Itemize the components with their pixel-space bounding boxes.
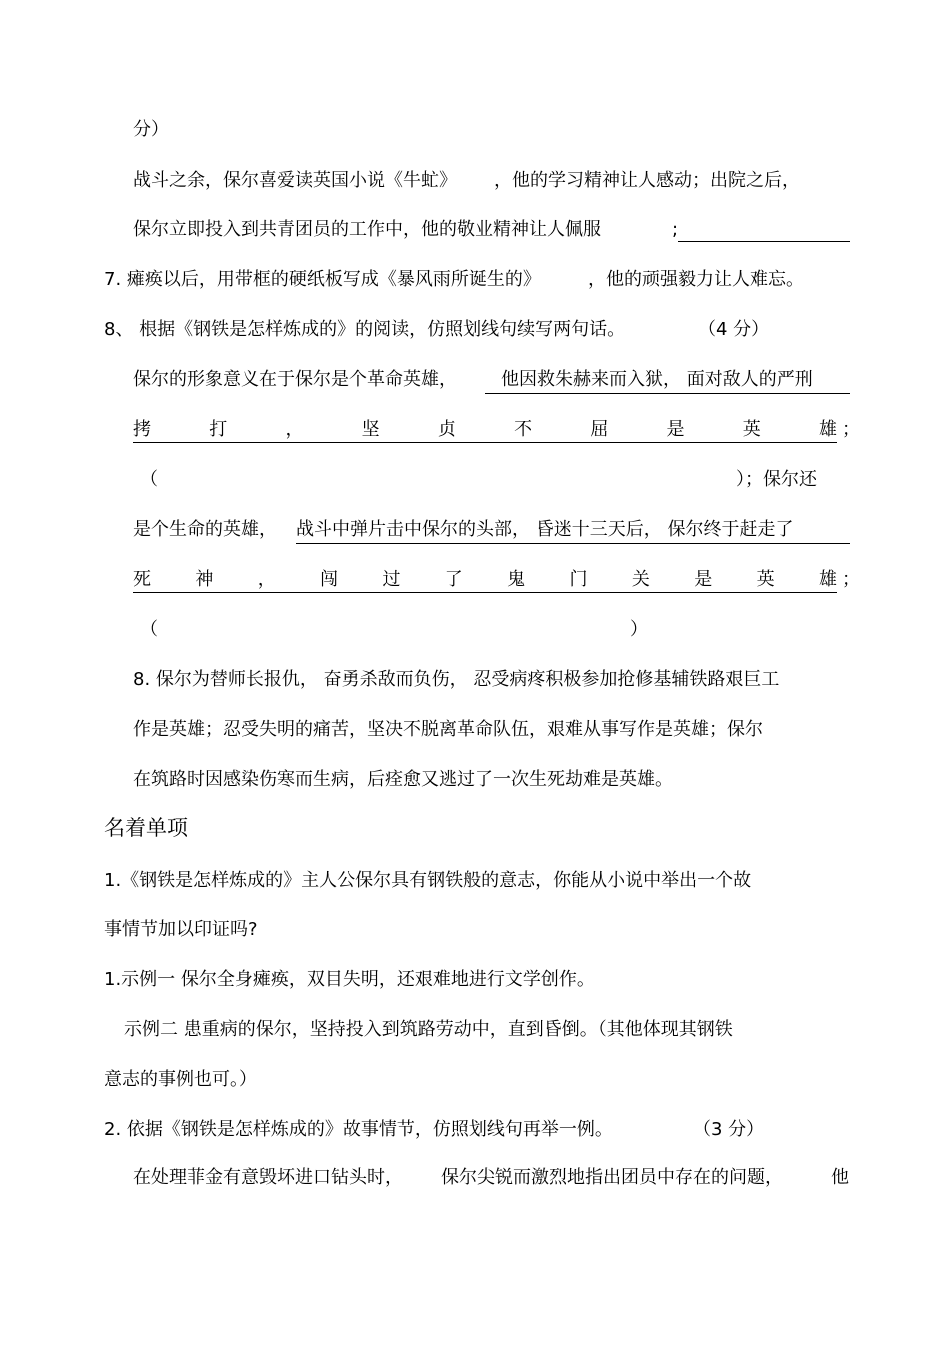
underlined-sentence bbox=[485, 368, 850, 394]
text-line: ； bbox=[842, 419, 860, 440]
text-line: 在处理菲金有意毁坏进口钻头时， bbox=[133, 1167, 403, 1188]
char: 雄 bbox=[818, 419, 837, 440]
text-line: 事情节加以印证吗? bbox=[104, 919, 258, 940]
char: 了 bbox=[444, 569, 463, 590]
blank-open: （ bbox=[140, 469, 158, 490]
text-line: 分） bbox=[133, 119, 169, 140]
underlined-sentence bbox=[296, 518, 850, 544]
char: 神 bbox=[195, 569, 214, 590]
char: 是 bbox=[694, 569, 713, 590]
question-2: 2. 依据《钢铁是怎样炼成的》故事情节，仿照划线句再举一例。 bbox=[104, 1119, 613, 1140]
answer-text: 意志的事例也可。） bbox=[104, 1069, 257, 1090]
text-line: ; bbox=[672, 219, 679, 240]
char: ， bbox=[257, 569, 276, 590]
blank-open: （ bbox=[140, 619, 158, 640]
answer-text: 8. 保尔为替师长报仇， 奋勇杀敌而负伤， 忍受病疼积极参加抢修基辅铁路艰巨工 bbox=[133, 669, 780, 690]
char: 英 bbox=[756, 569, 775, 590]
answer-text: 作是英雄；忍受失明的痛苦，坚决不脱离革命队伍，艰难从事写作是英雄；保尔 bbox=[133, 719, 763, 740]
answer-text: 示例二 患重病的保尔，坚持投入到筑路劳动中，直到昏倒。（其他体现其钢铁 bbox=[124, 1019, 733, 1040]
answer-text: 在筑路时因感染伤寒而生病，后痊愈又逃过了一次生死劫难是英雄。 bbox=[133, 769, 673, 790]
text-line: ，他的顽强毅力让人难忘。 bbox=[588, 269, 804, 290]
text-line: ）；保尔还 bbox=[736, 469, 817, 490]
underlined-text: 他因救朱赫来而入狱， 面对敌人的严刑 bbox=[485, 368, 850, 394]
text-line: 是个生命的英雄， bbox=[133, 519, 277, 540]
text-line: 保尔尖锐而激烈地指出团员中存在的问题， bbox=[441, 1167, 783, 1188]
char: 屈 bbox=[590, 419, 609, 440]
text-line: 他 bbox=[831, 1167, 849, 1188]
char: 过 bbox=[382, 569, 401, 590]
answer-underline bbox=[678, 241, 850, 242]
char: 门 bbox=[569, 569, 588, 590]
text-line: 保尔立即投入到共青团员的工作中，他的敬业精神让人佩服 bbox=[133, 219, 601, 240]
score: （3 分） bbox=[693, 1119, 765, 1140]
char: 拷 bbox=[133, 419, 151, 440]
score: （4 分） bbox=[698, 319, 770, 340]
underlined-text: 战斗中弹片击中保尔的头部， 昏迷十三天后， 保尔终于赶走了 bbox=[296, 518, 850, 544]
char: 关 bbox=[631, 569, 650, 590]
blank-close: ） bbox=[630, 619, 648, 640]
char: 贞 bbox=[437, 419, 456, 440]
char: 打 bbox=[209, 419, 228, 440]
char: 是 bbox=[666, 419, 685, 440]
char: ， bbox=[285, 419, 304, 440]
section-heading: 名着单项 bbox=[104, 816, 188, 840]
answer-text: 1.示例一 保尔全身瘫痪，双目失明，还艰难地进行文学创作。 bbox=[104, 969, 595, 990]
char: 英 bbox=[742, 419, 761, 440]
char: 闯 bbox=[320, 569, 339, 590]
char: 雄 bbox=[818, 569, 837, 590]
char: 不 bbox=[514, 419, 533, 440]
underlined-spaced-line bbox=[133, 418, 837, 443]
text-line: 战斗之余，保尔喜爱读英国小说《牛虻》 bbox=[133, 170, 457, 191]
text-line: 保尔的形象意义在于保尔是个革命英雄， bbox=[133, 369, 457, 390]
char: 鬼 bbox=[507, 569, 526, 590]
underlined-spaced-line bbox=[133, 568, 837, 593]
question-8: 8、 根据《钢铁是怎样炼成的》的阅读，仿照划线句续写两句话。 bbox=[104, 319, 626, 340]
char: 坚 bbox=[361, 419, 380, 440]
text-line: ； bbox=[842, 569, 860, 590]
question-7: 7. 瘫痪以后，用带框的硬纸板写成《暴风雨所诞生的》 bbox=[104, 269, 541, 290]
question-1: 1.《钢铁是怎样炼成的》主人公保尔具有钢铁般的意志，你能从小说中举出一个故 bbox=[104, 870, 752, 891]
char: 死 bbox=[133, 569, 151, 590]
text-line: ，他的学习精神让人感动；出院之后， bbox=[494, 170, 800, 191]
